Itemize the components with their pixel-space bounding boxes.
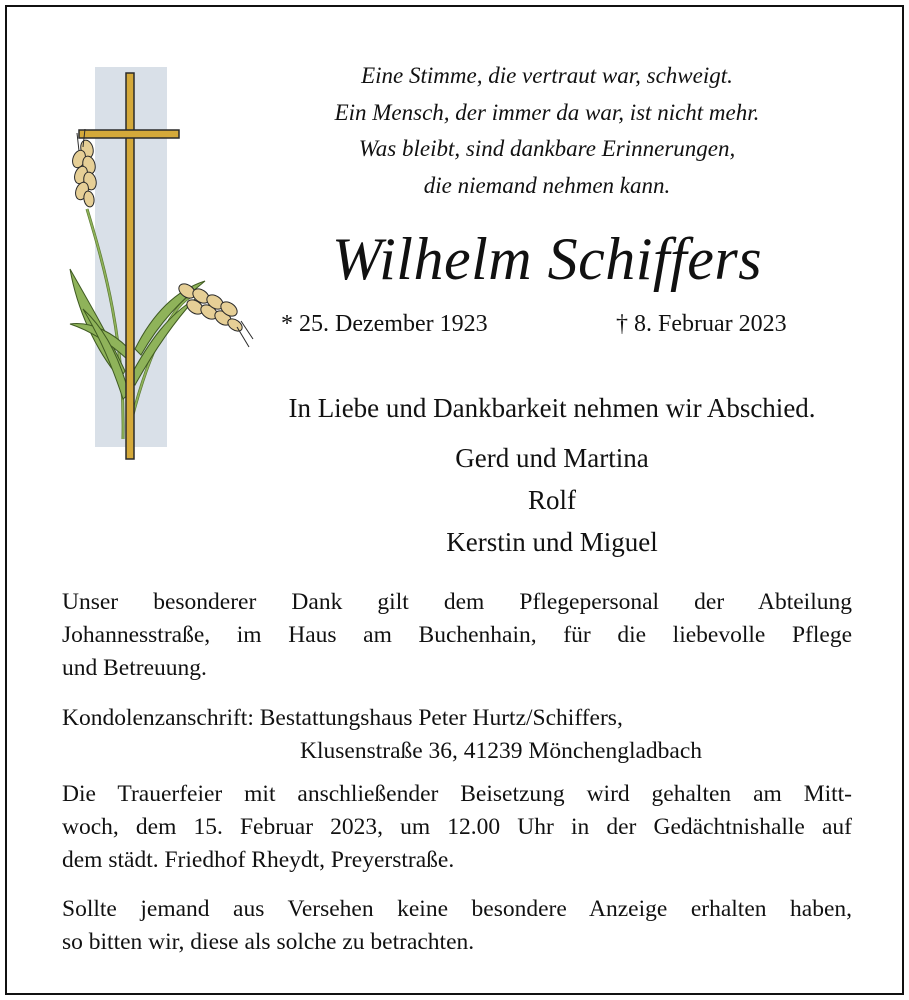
note-line: Sollte jemand aus Versehen keine besondere Anzeige erhalten haben, (62, 896, 852, 922)
wheat-ear-right (176, 281, 253, 347)
family-member: Gerd und Martina (455, 443, 649, 473)
thanks-paragraph (62, 586, 852, 685)
quote (247, 58, 847, 204)
thanks-line: Johannesstraße, im Haus am Buchenhain, für die liebevolle Pflege (62, 622, 852, 648)
ceremony-line: woch, dem 15. Februar 2023, um 12.00 Uhr in der Gedächtnishalle auf (62, 814, 852, 840)
birth-date: * 25. Dezember 1923 (281, 311, 488, 337)
condolence-address (62, 702, 702, 768)
wheat-ear-left (70, 129, 98, 208)
thanks-line: und Betreuung. (62, 655, 207, 681)
ceremony-paragraph (62, 778, 852, 877)
quote-line: Eine Stimme, die vertraut war, schweigt. (361, 63, 733, 88)
ceremony-line: dem städt. Friedhof Rheydt, Preyerstraße. (62, 847, 455, 873)
quote-line: die niemand nehmen kann. (423, 172, 671, 198)
condolence-label: Kondolenzanschrift: (62, 705, 254, 731)
condolence-address-line1: Bestattungshaus Peter Hurtz/Schiffers, (259, 705, 623, 731)
note-paragraph (62, 893, 852, 959)
family-list (207, 437, 897, 563)
quote-line: Was bleibt, sind dankbare Erinnerungen, (358, 136, 736, 161)
thanks-line: Unser besonderer Dank gilt dem Pflegepersonal der Abteilung (62, 589, 852, 615)
note-line: so bitten wir, diese als solche zu betrachten. (62, 929, 475, 955)
quote-line: Ein Mensch, der immer da war, ist nicht mehr. (334, 99, 760, 125)
deceased-name: Wilhelm Schiffers (331, 226, 763, 292)
farewell-line: In Liebe und Dankbarkeit nehmen wir Abschied. (288, 393, 816, 423)
ceremony-line: Die Trauerfeier mit anschließender Beisetzung wird gehalten am Mitt- (62, 781, 852, 807)
death-date: † 8. Februar 2023 (616, 311, 787, 337)
obituary-notice (5, 5, 904, 995)
condolence-address-line2: Klusenstraße 36, 41239 Mönchengladbach (300, 738, 703, 764)
family-member: Kerstin und Miguel (446, 527, 658, 557)
family-member: Rolf (527, 485, 576, 515)
